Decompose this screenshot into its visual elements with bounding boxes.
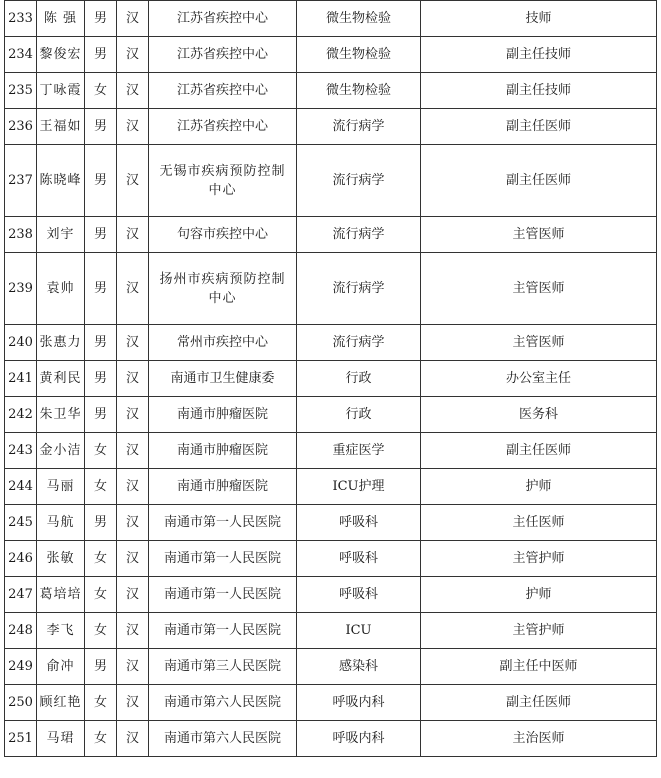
cell-gender: 女 [85,577,117,613]
table-row [5,73,657,109]
cell-name: 刘宇 [37,217,85,253]
table-row [5,541,657,577]
cell-gender: 男 [85,37,117,73]
cell-ethnicity: 汉 [117,1,149,37]
cell-name: 俞冲 [37,649,85,685]
table-row [5,37,657,73]
cell-gender: 女 [85,469,117,505]
cell-number: 244 [5,469,37,505]
cell-organization: 江苏省疾控中心 [149,109,297,145]
cell-title: 副主任技师 [421,73,657,109]
cell-title: 副主任医师 [421,145,657,217]
cell-department: 微生物检验 [297,1,421,37]
cell-title: 副主任医师 [421,685,657,721]
cell-ethnicity: 汉 [117,217,149,253]
cell-number: 239 [5,253,37,325]
cell-number: 236 [5,109,37,145]
cell-organization: 南通市第六人民医院 [149,685,297,721]
cell-name: 王福如 [37,109,85,145]
cell-title: 主治医师 [421,721,657,757]
cell-title: 副主任技师 [421,37,657,73]
cell-ethnicity: 汉 [117,397,149,433]
cell-name: 陈 强 [37,1,85,37]
cell-gender: 女 [85,73,117,109]
table-row [5,721,657,757]
table-row [5,361,657,397]
cell-ethnicity: 汉 [117,685,149,721]
cell-gender: 女 [85,433,117,469]
cell-title: 副主任中医师 [421,649,657,685]
cell-title: 主管医师 [421,217,657,253]
table-row [5,613,657,649]
cell-name: 葛培培 [37,577,85,613]
cell-gender: 女 [85,721,117,757]
cell-ethnicity: 汉 [117,649,149,685]
cell-title: 护师 [421,469,657,505]
cell-number: 248 [5,613,37,649]
cell-title: 办公室主任 [421,361,657,397]
table-body [5,1,657,757]
cell-title: 技师 [421,1,657,37]
table-row [5,253,657,325]
cell-title: 主任医师 [421,505,657,541]
cell-organization: 南通市肿瘤医院 [149,469,297,505]
cell-ethnicity: 汉 [117,721,149,757]
cell-organization: 扬州市疾病预防控制中心 [149,253,297,325]
cell-ethnicity: 汉 [117,613,149,649]
cell-number: 243 [5,433,37,469]
table-row [5,505,657,541]
personnel-table [4,0,657,757]
cell-department: 微生物检验 [297,73,421,109]
cell-organization: 南通市第一人民医院 [149,505,297,541]
cell-name: 马珺 [37,721,85,757]
cell-organization: 南通市卫生健康委 [149,361,297,397]
cell-ethnicity: 汉 [117,325,149,361]
cell-ethnicity: 汉 [117,253,149,325]
cell-name: 陈晓峰 [37,145,85,217]
cell-gender: 男 [85,361,117,397]
cell-ethnicity: 汉 [117,73,149,109]
cell-department: 流行病学 [297,145,421,217]
cell-department: 流行病学 [297,109,421,145]
cell-department: 行政 [297,397,421,433]
cell-number: 245 [5,505,37,541]
cell-gender: 女 [85,541,117,577]
cell-name: 张惠力 [37,325,85,361]
cell-ethnicity: 汉 [117,505,149,541]
cell-department: 微生物检验 [297,37,421,73]
cell-organization: 南通市第一人民医院 [149,577,297,613]
cell-name: 顾红艳 [37,685,85,721]
cell-department: 重症医学 [297,433,421,469]
cell-name: 袁帅 [37,253,85,325]
cell-department: ICU [297,613,421,649]
table-row [5,685,657,721]
cell-title: 主管护师 [421,613,657,649]
cell-number: 250 [5,685,37,721]
cell-name: 丁咏霞 [37,73,85,109]
cell-department: 流行病学 [297,325,421,361]
cell-number: 242 [5,397,37,433]
cell-name: 李飞 [37,613,85,649]
cell-gender: 男 [85,505,117,541]
cell-number: 238 [5,217,37,253]
cell-organization: 江苏省疾控中心 [149,37,297,73]
cell-ethnicity: 汉 [117,541,149,577]
cell-title: 副主任医师 [421,109,657,145]
cell-gender: 女 [85,685,117,721]
cell-organization: 江苏省疾控中心 [149,73,297,109]
table-row [5,433,657,469]
cell-title: 主管医师 [421,325,657,361]
table-row [5,649,657,685]
cell-ethnicity: 汉 [117,145,149,217]
cell-department: 呼吸内科 [297,685,421,721]
table-row [5,469,657,505]
table-row [5,325,657,361]
cell-number: 233 [5,1,37,37]
cell-number: 237 [5,145,37,217]
cell-gender: 男 [85,1,117,37]
cell-organization: 南通市第三人民医院 [149,649,297,685]
cell-number: 234 [5,37,37,73]
cell-gender: 男 [85,649,117,685]
cell-organization: 南通市肿瘤医院 [149,397,297,433]
cell-name: 金小洁 [37,433,85,469]
cell-department: 呼吸科 [297,577,421,613]
cell-title: 副主任医师 [421,433,657,469]
cell-gender: 男 [85,145,117,217]
table-row [5,577,657,613]
cell-number: 251 [5,721,37,757]
cell-gender: 男 [85,217,117,253]
cell-gender: 男 [85,325,117,361]
cell-ethnicity: 汉 [117,433,149,469]
cell-ethnicity: 汉 [117,109,149,145]
cell-organization: 常州市疾控中心 [149,325,297,361]
table-row [5,397,657,433]
cell-gender: 女 [85,613,117,649]
cell-ethnicity: 汉 [117,37,149,73]
cell-gender: 男 [85,109,117,145]
cell-organization: 南通市第一人民医院 [149,613,297,649]
cell-name: 马航 [37,505,85,541]
cell-name: 黄利民 [37,361,85,397]
cell-ethnicity: 汉 [117,469,149,505]
table-row [5,145,657,217]
cell-number: 241 [5,361,37,397]
cell-number: 240 [5,325,37,361]
cell-gender: 男 [85,397,117,433]
cell-number: 235 [5,73,37,109]
cell-organization: 江苏省疾控中心 [149,1,297,37]
cell-title: 医务科 [421,397,657,433]
cell-number: 249 [5,649,37,685]
cell-department: 呼吸内科 [297,721,421,757]
cell-title: 护师 [421,577,657,613]
cell-ethnicity: 汉 [117,577,149,613]
table-row [5,1,657,37]
cell-department: ICU护理 [297,469,421,505]
cell-department: 呼吸科 [297,541,421,577]
cell-name: 朱卫华 [37,397,85,433]
cell-organization: 南通市第一人民医院 [149,541,297,577]
cell-title: 主管护师 [421,541,657,577]
cell-title: 主管医师 [421,253,657,325]
cell-gender: 男 [85,253,117,325]
cell-organization: 南通市肿瘤医院 [149,433,297,469]
cell-department: 呼吸科 [297,505,421,541]
cell-name: 黎俊宏 [37,37,85,73]
cell-name: 张敏 [37,541,85,577]
cell-ethnicity: 汉 [117,361,149,397]
cell-number: 247 [5,577,37,613]
cell-name: 马丽 [37,469,85,505]
cell-organization: 句容市疾控中心 [149,217,297,253]
table-row [5,217,657,253]
cell-number: 246 [5,541,37,577]
table-row [5,109,657,145]
cell-department: 感染科 [297,649,421,685]
cell-department: 流行病学 [297,217,421,253]
cell-department: 流行病学 [297,253,421,325]
cell-organization: 无锡市疾病预防控制中心 [149,145,297,217]
cell-organization: 南通市第六人民医院 [149,721,297,757]
cell-department: 行政 [297,361,421,397]
